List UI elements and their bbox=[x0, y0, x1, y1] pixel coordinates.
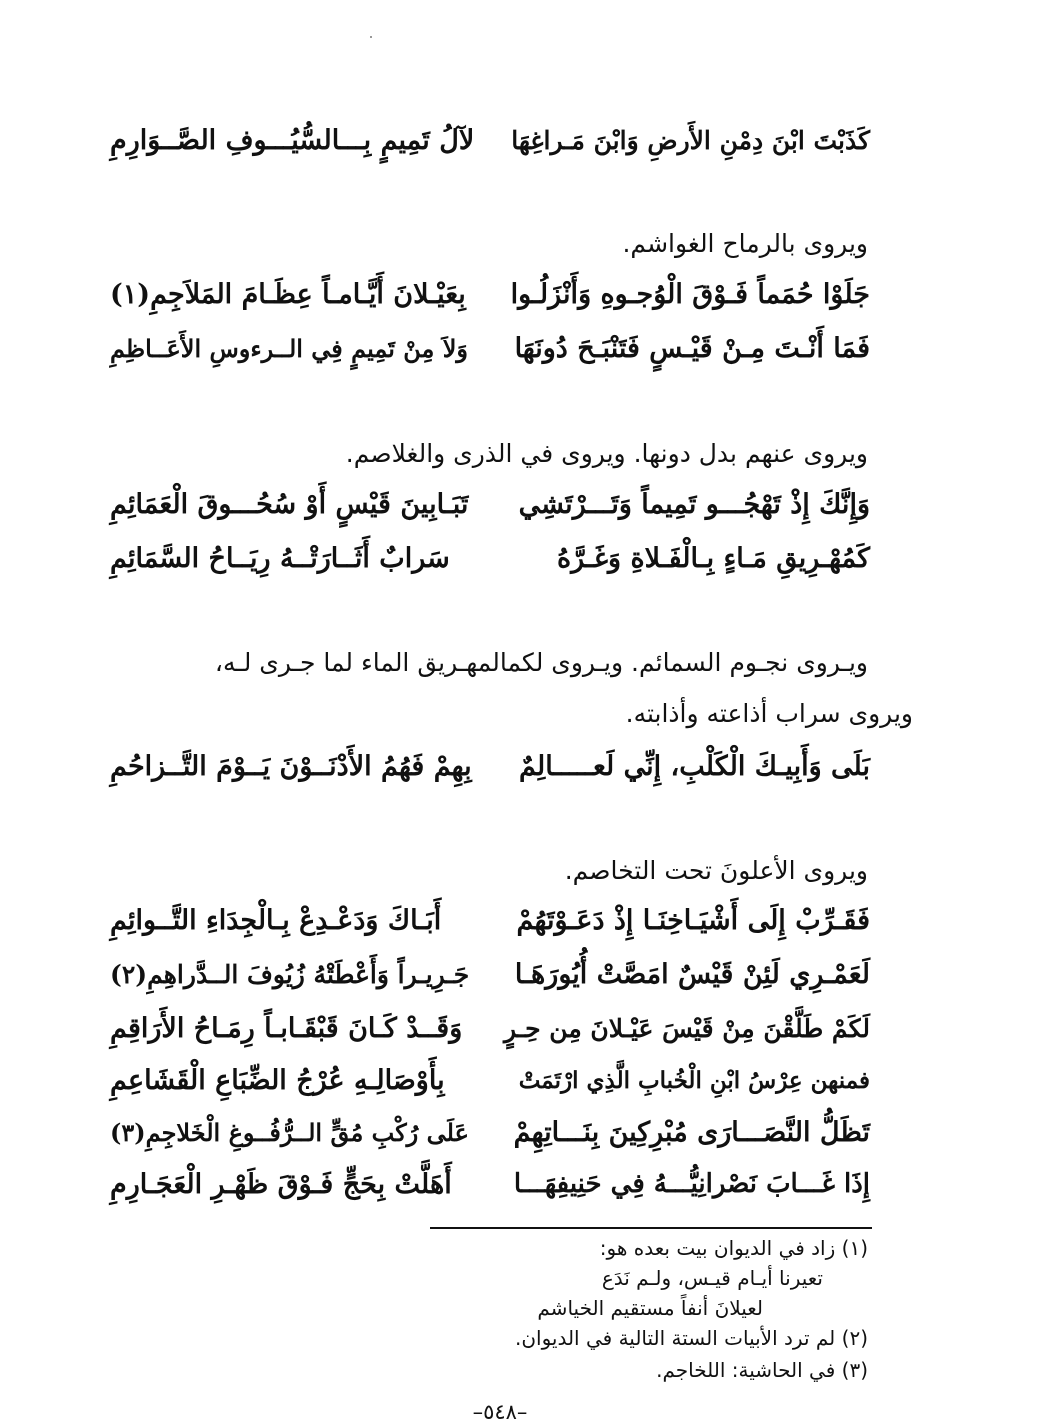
verse-first-hemistich: إِذَا غَـــابَ نَصْرانِيُّـــهُ فِي حَنِيفِهَـــا bbox=[513, 1169, 870, 1199]
verse-first-hemistich: لَعَمْـرِي لَئِنْ قَيْسٌ امَصَّتْ أُيُورَهَـا bbox=[514, 958, 870, 990]
verse-second-hemistich: أَهَلَّتْ بِحَجٍّ فَـوْقَ ظَهْـرِ الْعَجَـارِمِ bbox=[110, 1168, 452, 1200]
verse-line bbox=[110, 1162, 870, 1206]
verse-line bbox=[110, 744, 870, 788]
verse-first-hemistich: فَقَـرِّبْ إِلَى أَشْيَـاخِنَـا إِذْ دَعَـوْتَهُمْ bbox=[516, 904, 870, 936]
verse-line bbox=[110, 1110, 870, 1154]
verse-first-hemistich: لَكَمْ طَلَّقْنَ مِنْ قَيْسَ عَيْـلانَ مِن حِـرٍ bbox=[504, 1013, 870, 1043]
verse-second-hemistich: وَلاَ مِنْ تَمِيمٍ فِي الــرءوسِ الأَعَــاظِمِ bbox=[110, 333, 469, 363]
verse-second-hemistich: لآلُ تَمِيمٍ بِـــالسُّيُـــوفِ الصَّــوَارِمِ bbox=[110, 124, 475, 156]
verse-first-hemistich: وَإِنَّكَ إِذْ تَهْجُـــو تَمِيماً وَتَـــرْتَشِي bbox=[518, 488, 870, 520]
variant-note: ويـروى نجـوم السمائم. ويـروى لكمالمهـريق الماء لما جـرى لـه، bbox=[214, 648, 868, 677]
variant-note: ويروى عنهم بدل دونها. ويروى في الذرى والغلاصم. bbox=[345, 439, 868, 468]
verse-second-hemistich: بِهِمْ فَهُمُ الأَدْنَــوْنَ يَــوْمَ التَّــزاحُمِ bbox=[110, 750, 472, 782]
verse-line bbox=[110, 952, 870, 996]
verse-second-hemistich: بِأَوْصَالِـهِ عُرْجُ الضِّبَاعِ الْقَشَاعِمِ bbox=[110, 1064, 445, 1096]
verse-first-hemistich: تَظَلُّ النَّصَـــارَى مُبْرِكِينَ بِنَـــاتِهِمْ bbox=[513, 1116, 870, 1148]
footnote-3: (٣) في الحاشية: اللخاجم. bbox=[656, 1358, 868, 1382]
verse-first-hemistich: كَمُهْـرِيقِ مَـاءٍ بِـالْفَـلاةِ وَغَـرَّهُ bbox=[556, 542, 870, 574]
footnote-1-verse-a: تعيرنا أيـام قيـس، ولـم نَدَع bbox=[601, 1266, 823, 1290]
verse-first-hemistich: جَلَوْا حُمَماً فَـوْقَ الْوُجـوهِ وَأَنْزَلُـوا bbox=[510, 278, 870, 310]
footnote-1: (١) زاد في الديوان بيت بعده هو: bbox=[599, 1236, 868, 1260]
verse-first-hemistich: بَلَى وَأَبِيـكَ الْكَلْبِ، إِنِّي لَعـــــالِمٌ bbox=[519, 750, 870, 782]
verse-second-hemistich: أَبَـاكَ وَدَعْـدِعْ بِـالْجِدَاءِ التَّــوائِمِ bbox=[110, 904, 442, 936]
verse-second-hemistich: بِعَيْـلانَ أَيَّـامـاً عِظَـامَ المَلاَجِمِ(١) bbox=[110, 278, 466, 310]
verse-first-hemistich: فمنهن عِرْسُ ابْنِ الْخُبابِ الَّذِي ارْتَمَتْ bbox=[518, 1066, 870, 1094]
variant-note: ويروى بالرماح الغواشم. bbox=[622, 229, 868, 258]
verse-line bbox=[110, 118, 870, 162]
verse-first-hemistich: فَمَا أَنْـتَ مِـنْ قَيْـسٍ فَتَنْبَـحَ دُونَهَا bbox=[514, 332, 870, 364]
verse-line bbox=[110, 326, 870, 370]
page-number: –٥٤٨– bbox=[472, 1400, 528, 1424]
scan-speck bbox=[370, 36, 372, 38]
verse-line bbox=[110, 536, 870, 580]
variant-note: ويروى الأعلونَ تحت التخاصم. bbox=[564, 856, 868, 885]
verse-line bbox=[110, 898, 870, 942]
verse-first-hemistich: كَذَبْتَ ابْنَ دِمْنِ الأَرضِ وَابْنَ مَـراغِهَا bbox=[511, 125, 870, 155]
footnote-2: (٢) لم ترد الأبيات الستة التالية في الديوان. bbox=[514, 1326, 868, 1350]
footnote-separator bbox=[430, 1227, 872, 1229]
verse-second-hemistich: جَـرِيـراً وَأَعْطَتْهُ زُيُوفَ الــدَّراهِمِ(٢) bbox=[110, 959, 470, 989]
verse-second-hemistich: عَلَى رُكْبِ مُقٍّ الــرُّفُــوغِ الْخَلاجِمِ(٣) bbox=[110, 1117, 469, 1147]
verse-second-hemistich: وَقَــدْ كَـانَ قَبْقَـابـاً رِمَـاحُ الأَرَاقِمِ bbox=[110, 1012, 463, 1044]
verse-line bbox=[110, 1006, 870, 1050]
verse-line bbox=[110, 1058, 870, 1102]
variant-note-continued: ويروى سراب أذاعته وأذابته. bbox=[625, 699, 913, 728]
verse-second-hemistich: سَرابٌ أَثَــارَتْــهُ رِيَــاحُ السَّمَائِمِ bbox=[110, 542, 450, 574]
verse-line bbox=[110, 272, 870, 316]
footnote-1-verse-b: لعيلانَ أنفاً مستقيم الخياشم bbox=[537, 1296, 763, 1320]
verse-line bbox=[110, 482, 870, 526]
verse-second-hemistich: تَبَـابِينَ قَيْسٍ أَوْ سُحُـــوقَ الْعَمَائِمِ bbox=[110, 488, 469, 520]
